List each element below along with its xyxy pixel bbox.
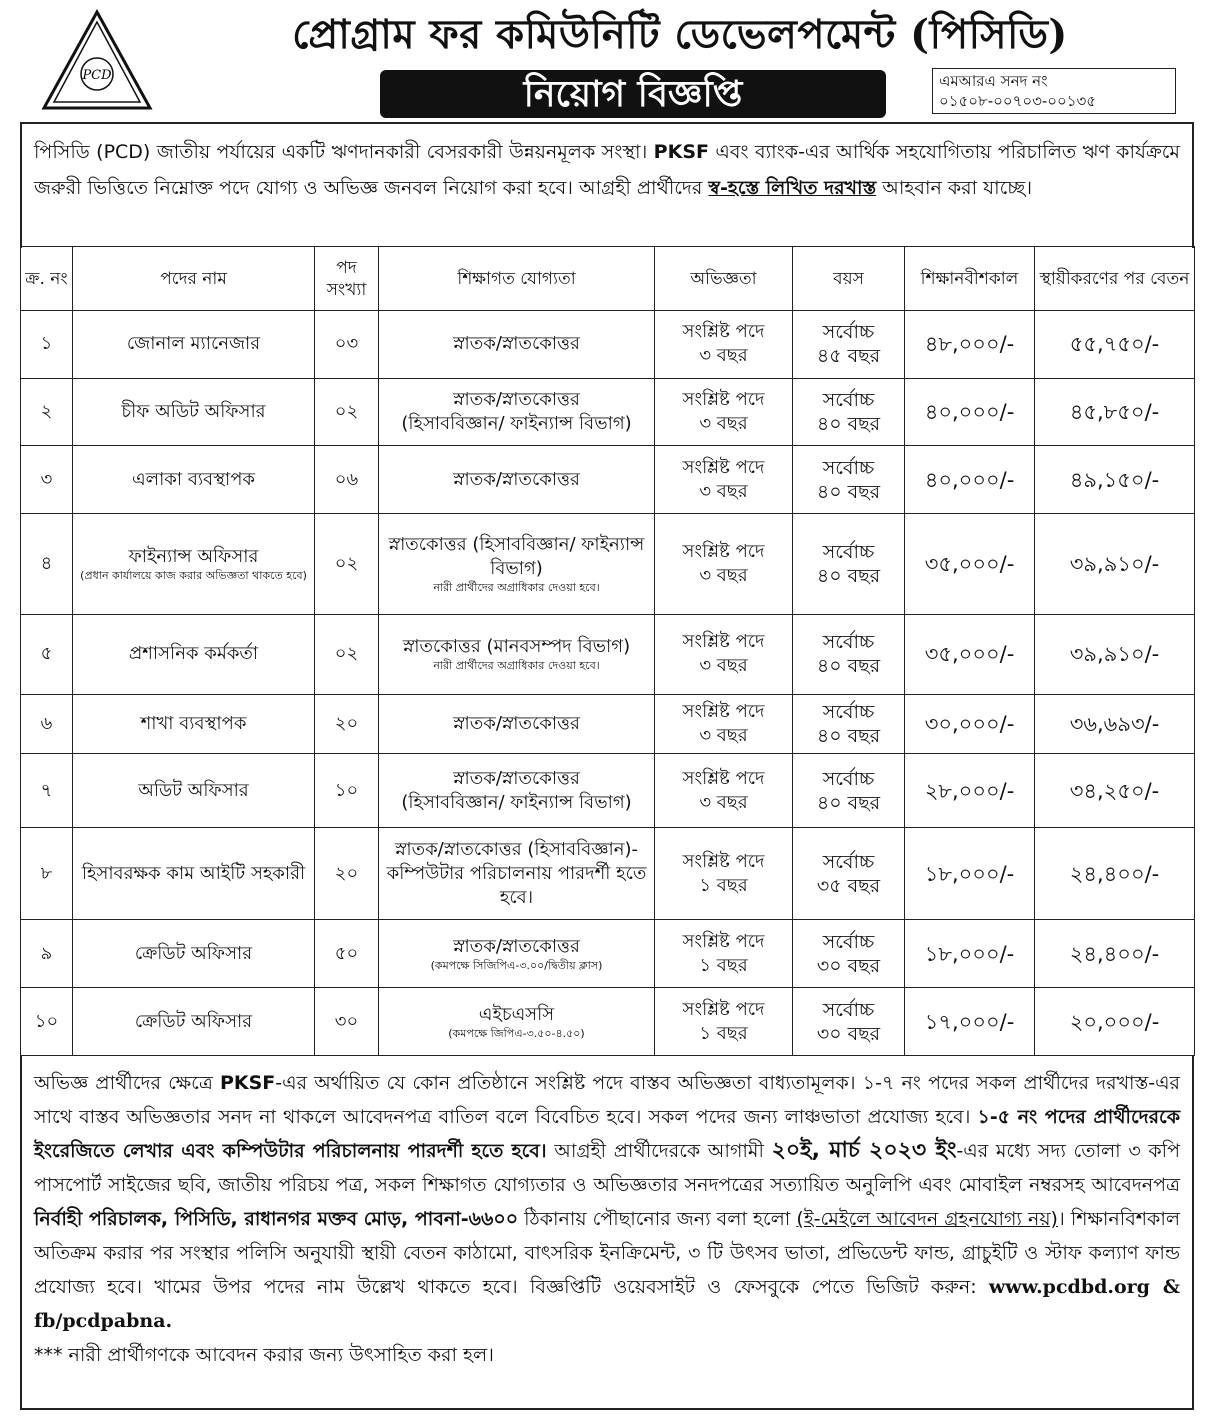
notice-title: নিয়োগ বিজ্ঞপ্তি	[380, 70, 886, 118]
footer-requirement: ১-৫ নং পদের প্রার্থীদেরকে ইংরেজিতে লেখার এবং কম্পিউটার পরিচালনায় পারদর্শী হতে হবে।	[34, 1106, 1180, 1162]
cell-probation	[905, 514, 1035, 615]
cell-text: সর্বোচ্চ	[822, 767, 875, 790]
cell-probation	[905, 694, 1035, 754]
education-note: নারী প্রার্থীদের অগ্রাধিকার দেওয়া হবে।	[433, 659, 600, 673]
registration-label: এমআরএ সনদ নং	[939, 72, 1048, 90]
table-row	[21, 754, 1195, 828]
cell-text: ক্রেডিট অফিসার	[134, 942, 253, 964]
cell-experience	[655, 514, 793, 615]
footer-paragraph	[20, 1056, 1194, 1410]
cell-education	[379, 614, 655, 694]
footer-text-7: । শিক্ষানবিশকাল অতিক্রম করার পর সংস্থার পলিসি অনুযায়ী স্থায়ী বেতন কাঠামো, বাৎসরিক ইনক্রিমেন্ট, ৩ টি উৎসব ভাতা, প্রভিডেন্ট ফান্ড, গ্রাচুইটি ও স্টাফ কল্যাণ ফান্ড প্রযোজ্য হবে। খামের উপর পদের নাম উল্লেখ থাকতে হবে। বিজ্ঞপ্তিটি ওয়েবসাইট ও ফেসবুকে পেতে ভিজিট করুন:	[34, 1208, 1180, 1298]
cell-education	[379, 828, 655, 920]
cell-text: ৪০ বছর	[816, 413, 881, 436]
cell-count	[315, 694, 379, 754]
cell-serial	[21, 828, 73, 920]
cell-salary	[1035, 514, 1195, 615]
cell-text: সর্বোচ্চ	[822, 998, 875, 1021]
cell-count	[315, 754, 379, 828]
cell-age	[793, 988, 905, 1056]
cell-age	[793, 694, 905, 754]
cell-text: জোনাল ম্যানেজার	[126, 333, 261, 355]
cell-text: ১ বছর	[699, 954, 748, 976]
cell-text: সংশ্লিষ্ট পদে	[682, 998, 765, 1020]
cell-text: ৩৯,৯১০/-	[1069, 551, 1160, 576]
cell-text: ৪০ বছর	[816, 655, 881, 678]
education-note: (কমপক্ষে সিজিপিএ-৩.০০/দ্বিতীয় ক্লাস)	[430, 958, 603, 972]
cell-text: ৯	[40, 942, 53, 964]
cell-text: ৫	[40, 643, 53, 665]
cell-text: এলাকা ব্যবস্থাপক	[131, 468, 256, 490]
education-note: (হিসাববিজ্ঞান/ ফাইন্যান্স বিভাগ)	[401, 413, 632, 435]
cell-post	[73, 311, 315, 379]
cell-text: সর্বোচ্চ	[822, 930, 875, 953]
cell-text: ০২	[334, 643, 359, 665]
header-experience: অভিজ্ঞতা	[655, 247, 793, 311]
cell-text: শাখা ব্যবস্থাপক	[140, 713, 247, 734]
cell-text: স্নাতক/স্নাতকোত্তর	[453, 713, 580, 734]
cell-post	[73, 378, 315, 446]
footer-address: নির্বাহী পরিচালক, পিসিডি, রাধানগর মক্তব মোড়, পাবনা-৬৬০০	[34, 1208, 519, 1230]
intro-text-3: আহবান করা যাচ্ছে।	[876, 177, 1033, 199]
cell-probation	[905, 828, 1035, 920]
table-row	[21, 828, 1195, 920]
cell-post	[73, 514, 315, 615]
cell-text: ৪০ বছর	[816, 791, 881, 814]
cell-text: ২	[40, 401, 53, 423]
cell-text: ২০	[334, 713, 359, 734]
cell-text: প্রশাসনিক কর্মকর্তা	[128, 643, 259, 665]
cell-text: সংশ্লিষ্ট পদে	[682, 701, 765, 722]
cell-text: স্নাতক/স্নাতকোত্তর	[453, 468, 580, 490]
cell-text: ৪০,০০০/-	[924, 467, 1015, 492]
cell-experience	[655, 614, 793, 694]
cell-probation	[905, 920, 1035, 988]
cell-education	[379, 311, 655, 379]
org-name: প্রোগ্রাম ফর কমিউনিটি ডেভেলপমেন্ট (পিসিডি)	[292, 11, 1068, 58]
cell-text: ৪৫,৮৫০/-	[1069, 400, 1160, 425]
header-count: পদ সংখ্যা	[315, 247, 379, 311]
cell-count	[315, 514, 379, 615]
cell-text: সর্বোচ্চ	[822, 456, 875, 479]
header-age: বয়স	[793, 247, 905, 311]
cell-text: ৪৫ বছর	[816, 345, 881, 368]
footer-last-line: *** নারী প্রার্থীগণকে আবেদন করার জন্য উৎসাহিত করা হল।	[34, 1344, 494, 1366]
cell-text: ৪০ বছর	[816, 725, 881, 747]
table-row	[21, 446, 1195, 514]
cell-count	[315, 311, 379, 379]
education-note: (হিসাববিজ্ঞান/ ফাইন্যান্স বিভাগ)	[401, 791, 632, 813]
cell-post	[73, 754, 315, 828]
cell-experience	[655, 446, 793, 514]
footer-website-link[interactable]: www.pcdbd.org & fb/pcdpabna.	[34, 1276, 1180, 1332]
cell-post	[73, 988, 315, 1056]
cell-text: ৩ বছর	[699, 564, 748, 586]
footer-pksf: PKSF	[219, 1072, 276, 1094]
intro-pksf: PKSF	[653, 141, 709, 163]
cell-text: স্নাতক/স্নাতকোত্তর	[453, 389, 580, 411]
cell-text: ৩ বছর	[699, 345, 748, 367]
cell-text: ৩৫ বছর	[816, 874, 881, 897]
cell-salary	[1035, 311, 1195, 379]
cell-text: ফাইন্যান্স অফিসার	[128, 545, 259, 567]
cell-text: ৩৪,২৫০/-	[1069, 778, 1160, 803]
footer-email-note: (ই-মেইলে আবেদন গ্রহনযোগ্য নয়)	[796, 1208, 1058, 1230]
cell-count	[315, 446, 379, 514]
cell-education	[379, 514, 655, 615]
intro-paragraph	[20, 122, 1194, 248]
education-note: নারী প্রার্থীদের অগ্রাধিকার দেওয়া হবে।	[433, 580, 600, 594]
intro-text-2: এবং ব্যাংক-এর আর্থিক সহযোগিতায় পরিচালিত ঋণ কার্যক্রমে জরুরী ভিত্তিতে নিম্নোক্ত পদে যোগ্য ও অভিজ্ঞ জনবল নিয়োগ করা হবে। আগ্রহী প্রার্থীদের	[34, 141, 1180, 199]
header-salary: স্থায়ীকরণের পর বেতন	[1035, 247, 1195, 311]
cell-text: ৩ বছর	[699, 655, 748, 677]
logo-text: PCD	[82, 68, 112, 83]
cell-text: সংশ্লিষ্ট পদে	[682, 631, 765, 653]
cell-text: সর্বোচ্চ	[822, 540, 875, 563]
cell-text: ১ বছর	[699, 1022, 748, 1044]
cell-text: ৫০	[334, 942, 359, 964]
registration-number: ০১৫০৮-০০৭০৩-০০১৩৫	[939, 92, 1097, 110]
cell-text: সংশ্লিষ্ট পদে	[682, 321, 765, 343]
header-serial: ক্র. নং	[21, 247, 73, 311]
cell-text: ২০,০০০/-	[1069, 1009, 1160, 1034]
cell-salary	[1035, 378, 1195, 446]
cell-education	[379, 446, 655, 514]
cell-text: ১৭,০০০/-	[924, 1009, 1015, 1034]
cell-probation	[905, 754, 1035, 828]
post-note: (প্রধান কার্যালয়ে কাজ করার অভিজ্ঞতা থাকতে হবে)	[80, 568, 307, 582]
cell-text: ০৬	[334, 468, 359, 490]
table-header-row	[21, 247, 1195, 311]
cell-serial	[21, 311, 73, 379]
cell-post	[73, 446, 315, 514]
cell-count	[315, 988, 379, 1056]
cell-text: ৩০	[334, 1010, 359, 1032]
cell-count	[315, 920, 379, 988]
cell-text: ০২	[334, 401, 359, 423]
cell-text: ৩০ বছর	[816, 1022, 881, 1045]
cell-text: ৮	[40, 862, 53, 884]
cell-serial	[21, 614, 73, 694]
table-row	[21, 311, 1195, 379]
footer-text-6: ঠিকানায় পৌছানোর জন্য বলা হলো	[518, 1208, 797, 1230]
registration-box	[932, 68, 1176, 114]
footer-deadline: ২০ই, মার্চ ২০২৩ ইং	[771, 1138, 957, 1163]
cell-salary	[1035, 988, 1195, 1056]
cell-text: ৪০ বছর	[816, 480, 881, 503]
cell-text: ১ বছর	[699, 874, 748, 896]
cell-salary	[1035, 920, 1195, 988]
cell-text: সর্বোচ্চ	[822, 389, 875, 412]
cell-age	[793, 514, 905, 615]
intro-text-1: পিসিডি (PCD) জাতীয় পর্যায়ের একটি ঋণদানকারী বেসরকারী উন্নয়নমূলক সংস্থা।	[34, 141, 654, 163]
cell-age	[793, 614, 905, 694]
table-row	[21, 614, 1195, 694]
cell-text: সর্বোচ্চ	[822, 701, 875, 723]
cell-text: ক্রেডিট অফিসার	[134, 1010, 253, 1032]
cell-text: ২৮,০০০/-	[924, 778, 1015, 803]
cell-text: ৩৫,০০০/-	[924, 642, 1015, 667]
cell-text: ৩০ বছর	[816, 954, 881, 977]
cell-text: ১৮,০০০/-	[924, 941, 1015, 966]
footer-text-5: -এর মধ্যে সদ্য তোলা ৩ কপি পাসপোর্ট সাইজের ছবি, জাতীয় পরিচয় পত্র, সকল শিক্ষাগত যোগ্যতার ও অভিজ্ঞতার সনদপত্রের সত্যায়িত অনুলিপি এবং মোবাইল নম্বরসহ আবেদনপত্র	[34, 1140, 1180, 1196]
cell-text: স্নাতক/স্নাতকোত্তর	[453, 935, 580, 957]
cell-text: ৩৫,০০০/-	[924, 551, 1015, 576]
cell-text: ১৮,০০০/-	[924, 861, 1015, 886]
cell-text: ০২	[334, 552, 359, 574]
table-row	[21, 378, 1195, 446]
cell-count	[315, 614, 379, 694]
cell-text: স্নাতক/স্নাতকোত্তর	[453, 333, 580, 355]
cell-text: ৩ বছর	[699, 413, 748, 435]
cell-text: ৩	[40, 468, 53, 490]
cell-text: সংশ্লিষ্ট পদে	[682, 850, 765, 872]
cell-serial	[21, 694, 73, 754]
header-post: পদের নাম	[73, 247, 315, 311]
cell-age	[793, 446, 905, 514]
cell-text: স্নাতক/স্নাতকোত্তর (হিসাববিজ্ঞান)-কম্পিউটার পরিচালনায় পারদর্শী হতে হবে।	[386, 838, 647, 908]
cell-probation	[905, 446, 1035, 514]
cell-age	[793, 378, 905, 446]
cell-text: ৪০,০০০/-	[924, 400, 1015, 425]
cell-experience	[655, 694, 793, 754]
jobs-table	[20, 246, 1195, 1056]
footer-text-2: -এর অর্থায়িত যে কোন প্রতিষ্ঠানে সংশ্লিষ্ট পদে বাস্তব অভিজ্ঞতা বাধ্যতামূলক। ১-৭ নং পদের সকল প্রার্থীদের দরখাস্ত-এর সাথে বাস্তব অভিজ্ঞতার সনদ না থাকলে আবেদনপত্র বাতিল বলে বিবেচিত হবে। সকল পদের জন্য লাঞ্চভাতা প্রযোজ্য হবে।	[34, 1072, 1180, 1128]
cell-salary	[1035, 754, 1195, 828]
cell-post	[73, 694, 315, 754]
cell-count	[315, 378, 379, 446]
intro-underlined: স্ব-হস্তে লিখিত দরখাস্ত	[708, 177, 877, 199]
cell-text: সংশ্লিষ্ট পদে	[682, 767, 765, 789]
cell-probation	[905, 311, 1035, 379]
cell-text: ১০	[334, 779, 359, 801]
footer-text-4: আগ্রহী প্রার্থীদেরকে আগামী	[546, 1140, 772, 1162]
cell-age	[793, 311, 905, 379]
cell-text: ৩৯,৯১০/-	[1069, 642, 1160, 667]
cell-education	[379, 694, 655, 754]
cell-education	[379, 920, 655, 988]
cell-post	[73, 614, 315, 694]
cell-text: ২০	[334, 862, 359, 884]
cell-experience	[655, 920, 793, 988]
cell-text: স্নাতকোত্তর (হিসাববিজ্ঞান/ ফাইন্যান্স বিভাগ)	[388, 533, 645, 579]
cell-age	[793, 828, 905, 920]
pcd-logo	[40, 8, 154, 112]
cell-text: ৭	[40, 779, 53, 801]
cell-text: সর্বোচ্চ	[822, 850, 875, 873]
cell-salary	[1035, 694, 1195, 754]
cell-text: ৪৯,১৫০/-	[1069, 467, 1160, 492]
cell-text: ০৩	[334, 333, 359, 355]
cell-experience	[655, 828, 793, 920]
education-note: (কমপক্ষে জিপিএ-৩.৫০-৪.৫০)	[448, 1026, 585, 1040]
cell-salary	[1035, 828, 1195, 920]
cell-text: ৩৬,৬৯৩/-	[1069, 712, 1160, 736]
cell-text: ২৪,৪০০/-	[1069, 941, 1160, 966]
cell-text: ৩ বছর	[699, 480, 748, 502]
cell-experience	[655, 988, 793, 1056]
table-row	[21, 920, 1195, 988]
cell-post	[73, 828, 315, 920]
table-row	[21, 514, 1195, 615]
cell-text: সর্বোচ্চ	[822, 321, 875, 344]
cell-serial	[21, 378, 73, 446]
cell-text: সংশ্লিষ্ট পদে	[682, 456, 765, 478]
cell-experience	[655, 311, 793, 379]
cell-text: হিসাবরক্ষক কাম আইটি সহকারী	[81, 862, 306, 884]
cell-experience	[655, 378, 793, 446]
table-row	[21, 694, 1195, 754]
cell-text: সংশ্লিষ্ট পদে	[682, 389, 765, 411]
cell-text: ৫৫,৭৫০/-	[1069, 332, 1160, 357]
cell-text: এইচএসসি	[478, 1003, 555, 1025]
footer-text-1: অভিজ্ঞ প্রার্থীদের ক্ষেত্রে	[34, 1072, 220, 1094]
cell-text: ৩ বছর	[699, 791, 748, 813]
cell-text: অডিট অফিসার	[138, 779, 249, 801]
cell-text: ২৪,৪০০/-	[1069, 861, 1160, 886]
cell-education	[379, 754, 655, 828]
cell-text: সর্বোচ্চ	[822, 631, 875, 654]
cell-count	[315, 828, 379, 920]
cell-age	[793, 754, 905, 828]
cell-serial	[21, 754, 73, 828]
cell-serial	[21, 446, 73, 514]
cell-probation	[905, 378, 1035, 446]
cell-text: ৩ বছর	[699, 725, 748, 746]
cell-age	[793, 920, 905, 988]
cell-salary	[1035, 614, 1195, 694]
cell-education	[379, 988, 655, 1056]
cell-education	[379, 378, 655, 446]
cell-post	[73, 920, 315, 988]
cell-probation	[905, 988, 1035, 1056]
header-education: শিক্ষাগত যোগ্যতা	[379, 247, 655, 311]
table-row	[21, 988, 1195, 1056]
cell-text: স্নাতক/স্নাতকোত্তর	[453, 767, 580, 789]
cell-probation	[905, 614, 1035, 694]
cell-text: স্নাতকোত্তর (মানবসম্পদ বিভাগ)	[402, 636, 631, 658]
cell-serial	[21, 514, 73, 615]
cell-serial	[21, 988, 73, 1056]
cell-text: ৪০ বছর	[816, 564, 881, 587]
cell-text: ৪	[40, 552, 53, 574]
cell-salary	[1035, 446, 1195, 514]
header-probation: শিক্ষানবীশকাল	[905, 247, 1035, 311]
cell-text: সংশ্লিষ্ট পদে	[682, 540, 765, 562]
cell-text: ৬	[40, 713, 53, 734]
cell-serial	[21, 920, 73, 988]
cell-text: চীফ অডিট অফিসার	[121, 401, 266, 423]
cell-text: ১০	[34, 1010, 59, 1032]
cell-text: ৪৮,০০০/-	[924, 332, 1015, 357]
cell-text: ৩০,০০০/-	[924, 712, 1015, 736]
cell-text: ১	[40, 333, 53, 355]
cell-experience	[655, 754, 793, 828]
cell-text: সংশ্লিষ্ট পদে	[682, 930, 765, 952]
